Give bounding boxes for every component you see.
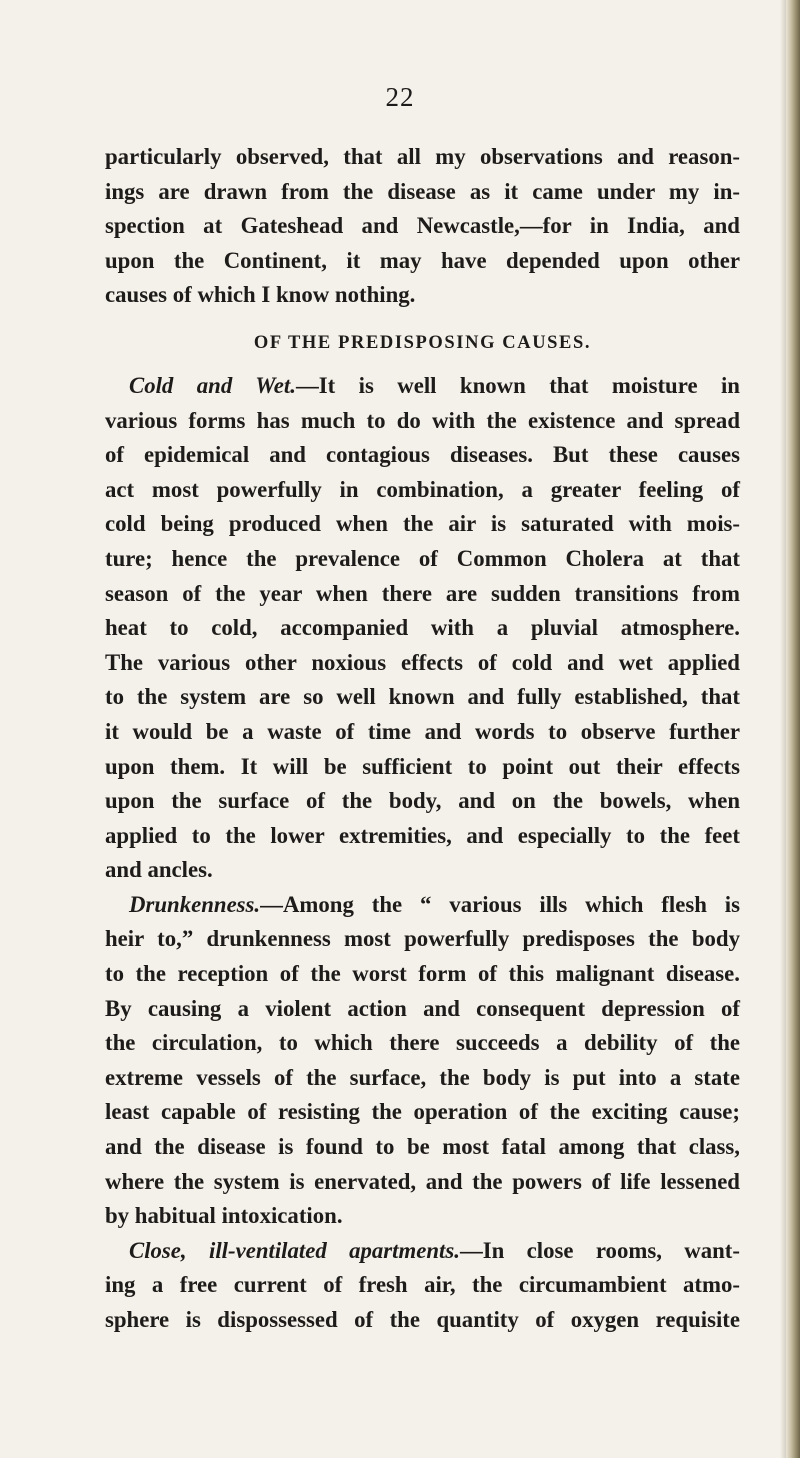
text-line: and the disease is found to be most fatal among that class, xyxy=(105,1134,740,1160)
text-line: causes of which I know nothing. xyxy=(105,282,416,308)
text-line: spection at Gateshead and Newcastle,—for in India, and xyxy=(105,213,740,239)
page-text xyxy=(105,140,740,1338)
paragraph-lead: —In close rooms, want- xyxy=(459,1237,740,1263)
paragraph-title: Drunkenness. xyxy=(129,891,261,917)
text-line: it would be a waste of time and words to observe further xyxy=(105,718,740,744)
text-line: heat to cold, accompanied with a pluvial atmosphere. xyxy=(105,615,740,641)
text-line: to the reception of the worst form of this malignant disease. xyxy=(105,961,740,987)
paragraph-title: Cold and Wet. xyxy=(129,372,296,398)
text-line: ing a free current of fresh air, the circumambient atmo- xyxy=(105,1272,740,1298)
text-line: act most powerfully in combination, a greater feeling of xyxy=(105,476,740,502)
text-line: of epidemical and contagious diseases. But these causes xyxy=(105,442,740,468)
text-line: to the system are so well known and fully established, that xyxy=(105,684,740,710)
text-line: sphere is dispossessed of the quantity of oxygen requisite xyxy=(105,1307,740,1332)
book-spine-edge xyxy=(786,0,800,1458)
text-line: the circulation, to which there succeeds a debility of the xyxy=(105,1030,740,1056)
text-line: cold being produced when the air is saturated with mois- xyxy=(105,511,740,537)
text-line: The various other noxious effects of cold and wet applied xyxy=(105,649,740,675)
text-line: upon the Continent, it may have depended upon other xyxy=(105,247,740,273)
paragraph-first-line xyxy=(105,369,740,404)
text-line: particularly observed, that all my observations and reason- xyxy=(105,144,740,169)
text-line: by habitual intoxication. xyxy=(105,1203,343,1229)
text-line: least capable of resisting the operation of the exciting cause; xyxy=(105,1099,740,1125)
paragraph-lead: —It is well known that moisture in xyxy=(295,372,740,398)
text-line: ture; hence the prevalence of Common Cholera at that xyxy=(105,545,740,571)
text-line: ings are drawn from the disease as it came under my in- xyxy=(105,178,740,204)
text-line: various forms has much to do with the existence and spread xyxy=(105,407,740,433)
text-line: By causing a violent action and consequent depression of xyxy=(105,995,740,1021)
paragraph-first-line xyxy=(105,888,740,923)
paragraph-lead: —Among the “ various ills which flesh is xyxy=(260,891,740,917)
paragraph-title: Close, ill-ventilated apartments. xyxy=(129,1237,460,1263)
text-line: and ancles. xyxy=(105,857,213,883)
page-number: 22 xyxy=(385,82,415,112)
text-line: season of the year when there are sudden transitions from xyxy=(105,580,740,606)
text-line: heir to,” drunkenness most powerfully predisposes the body xyxy=(105,926,740,952)
text-line: upon the surface of the body, and on the bowels, when xyxy=(105,788,740,814)
text-line: where the system is enervated, and the powers of life lessened xyxy=(105,1168,740,1194)
text-line: upon them. It will be sufficient to point out their effects xyxy=(105,753,740,779)
text-line: applied to the lower extremities, and especially to the feet xyxy=(105,822,740,848)
section-heading: OF THE PREDISPOSING CAUSES. xyxy=(253,332,592,353)
paragraph-first-line xyxy=(105,1234,740,1269)
text-line: extreme vessels of the surface, the body is put into a state xyxy=(105,1064,740,1090)
